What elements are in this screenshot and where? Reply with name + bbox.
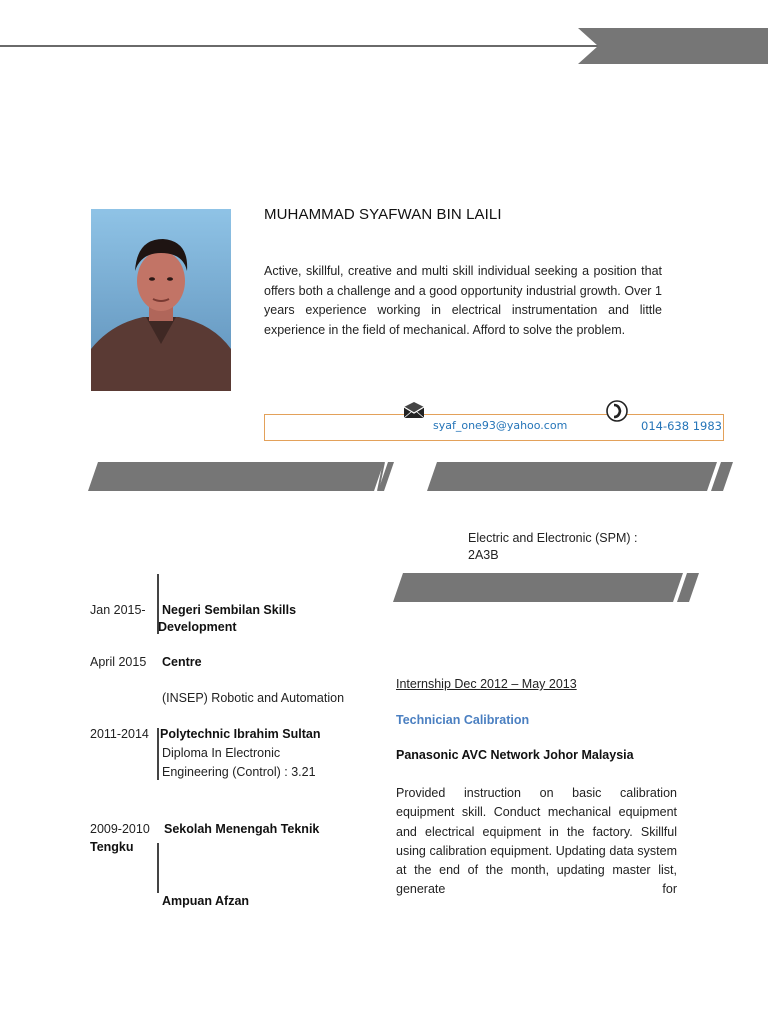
header-arrow-banner [578,28,768,64]
candidate-name: MUHAMMAD SYAFWAN BIN LAILI [264,206,502,223]
phone-icon [604,400,630,422]
profile-summary: Active, skillful, creative and multi skill individual seeking a position that offers both a challenge and a good opportunity industrial growth. Over 1 years experience working in electrical instrumentation and little experience in the field of mechanical. Afford to solve the problem. [264,264,662,337]
company-name: Panasonic AVC Network Johor Malaysia [396,748,634,762]
section-banner-right [427,462,733,491]
edu-school: Tengku [90,840,134,854]
profile-photo [91,209,231,391]
job-title: Technician Calibration [396,713,530,727]
edu-school: Development [158,620,237,634]
internship-period: Internship Dec 2012 – May 2013 [396,677,577,691]
job-description: Provided instruction on basic calibration equipment skill. Conduct mechanical equipment and electrical equipment in the factory. Skillful using calibration equipment. Updating data system at the end of the month, updating master list, generate for [396,786,677,897]
spm-result [468,530,668,564]
edu-school: Ampuan Afzan [162,894,250,908]
edu-school: Sekolah Menengah Teknik [164,822,320,836]
edu-date: 2009-2010 [90,822,150,836]
phone-number: 014-638 1983 [641,419,722,433]
edu-date: 2011-2014 [90,727,149,741]
spm-line-2: 2A3B [468,548,499,562]
email-link[interactable]: syaf_one93@yahoo.com [433,419,568,432]
edu-detail: Diploma In Electronic [162,746,281,760]
edu-detail: Engineering (Control) : 3.21 [162,765,316,779]
header-rule [0,45,600,47]
edu-school: Negeri Sembilan Skills [162,603,297,617]
edu-school: Centre [162,655,202,669]
section-banner-left [88,462,394,491]
edu-date: April 2015 [90,655,147,669]
section-banner-experience [393,573,699,602]
timeline-divider [157,728,159,780]
edu-date: Jan 2015- [90,603,146,617]
timeline-divider [157,843,159,893]
envelope-icon [403,402,425,419]
edu-detail: (INSEP) Robotic and Automation [162,691,345,705]
spm-line-1: Electric and Electronic (SPM) : [468,531,638,545]
edu-school: Polytechnic Ibrahim Sultan [160,727,321,741]
